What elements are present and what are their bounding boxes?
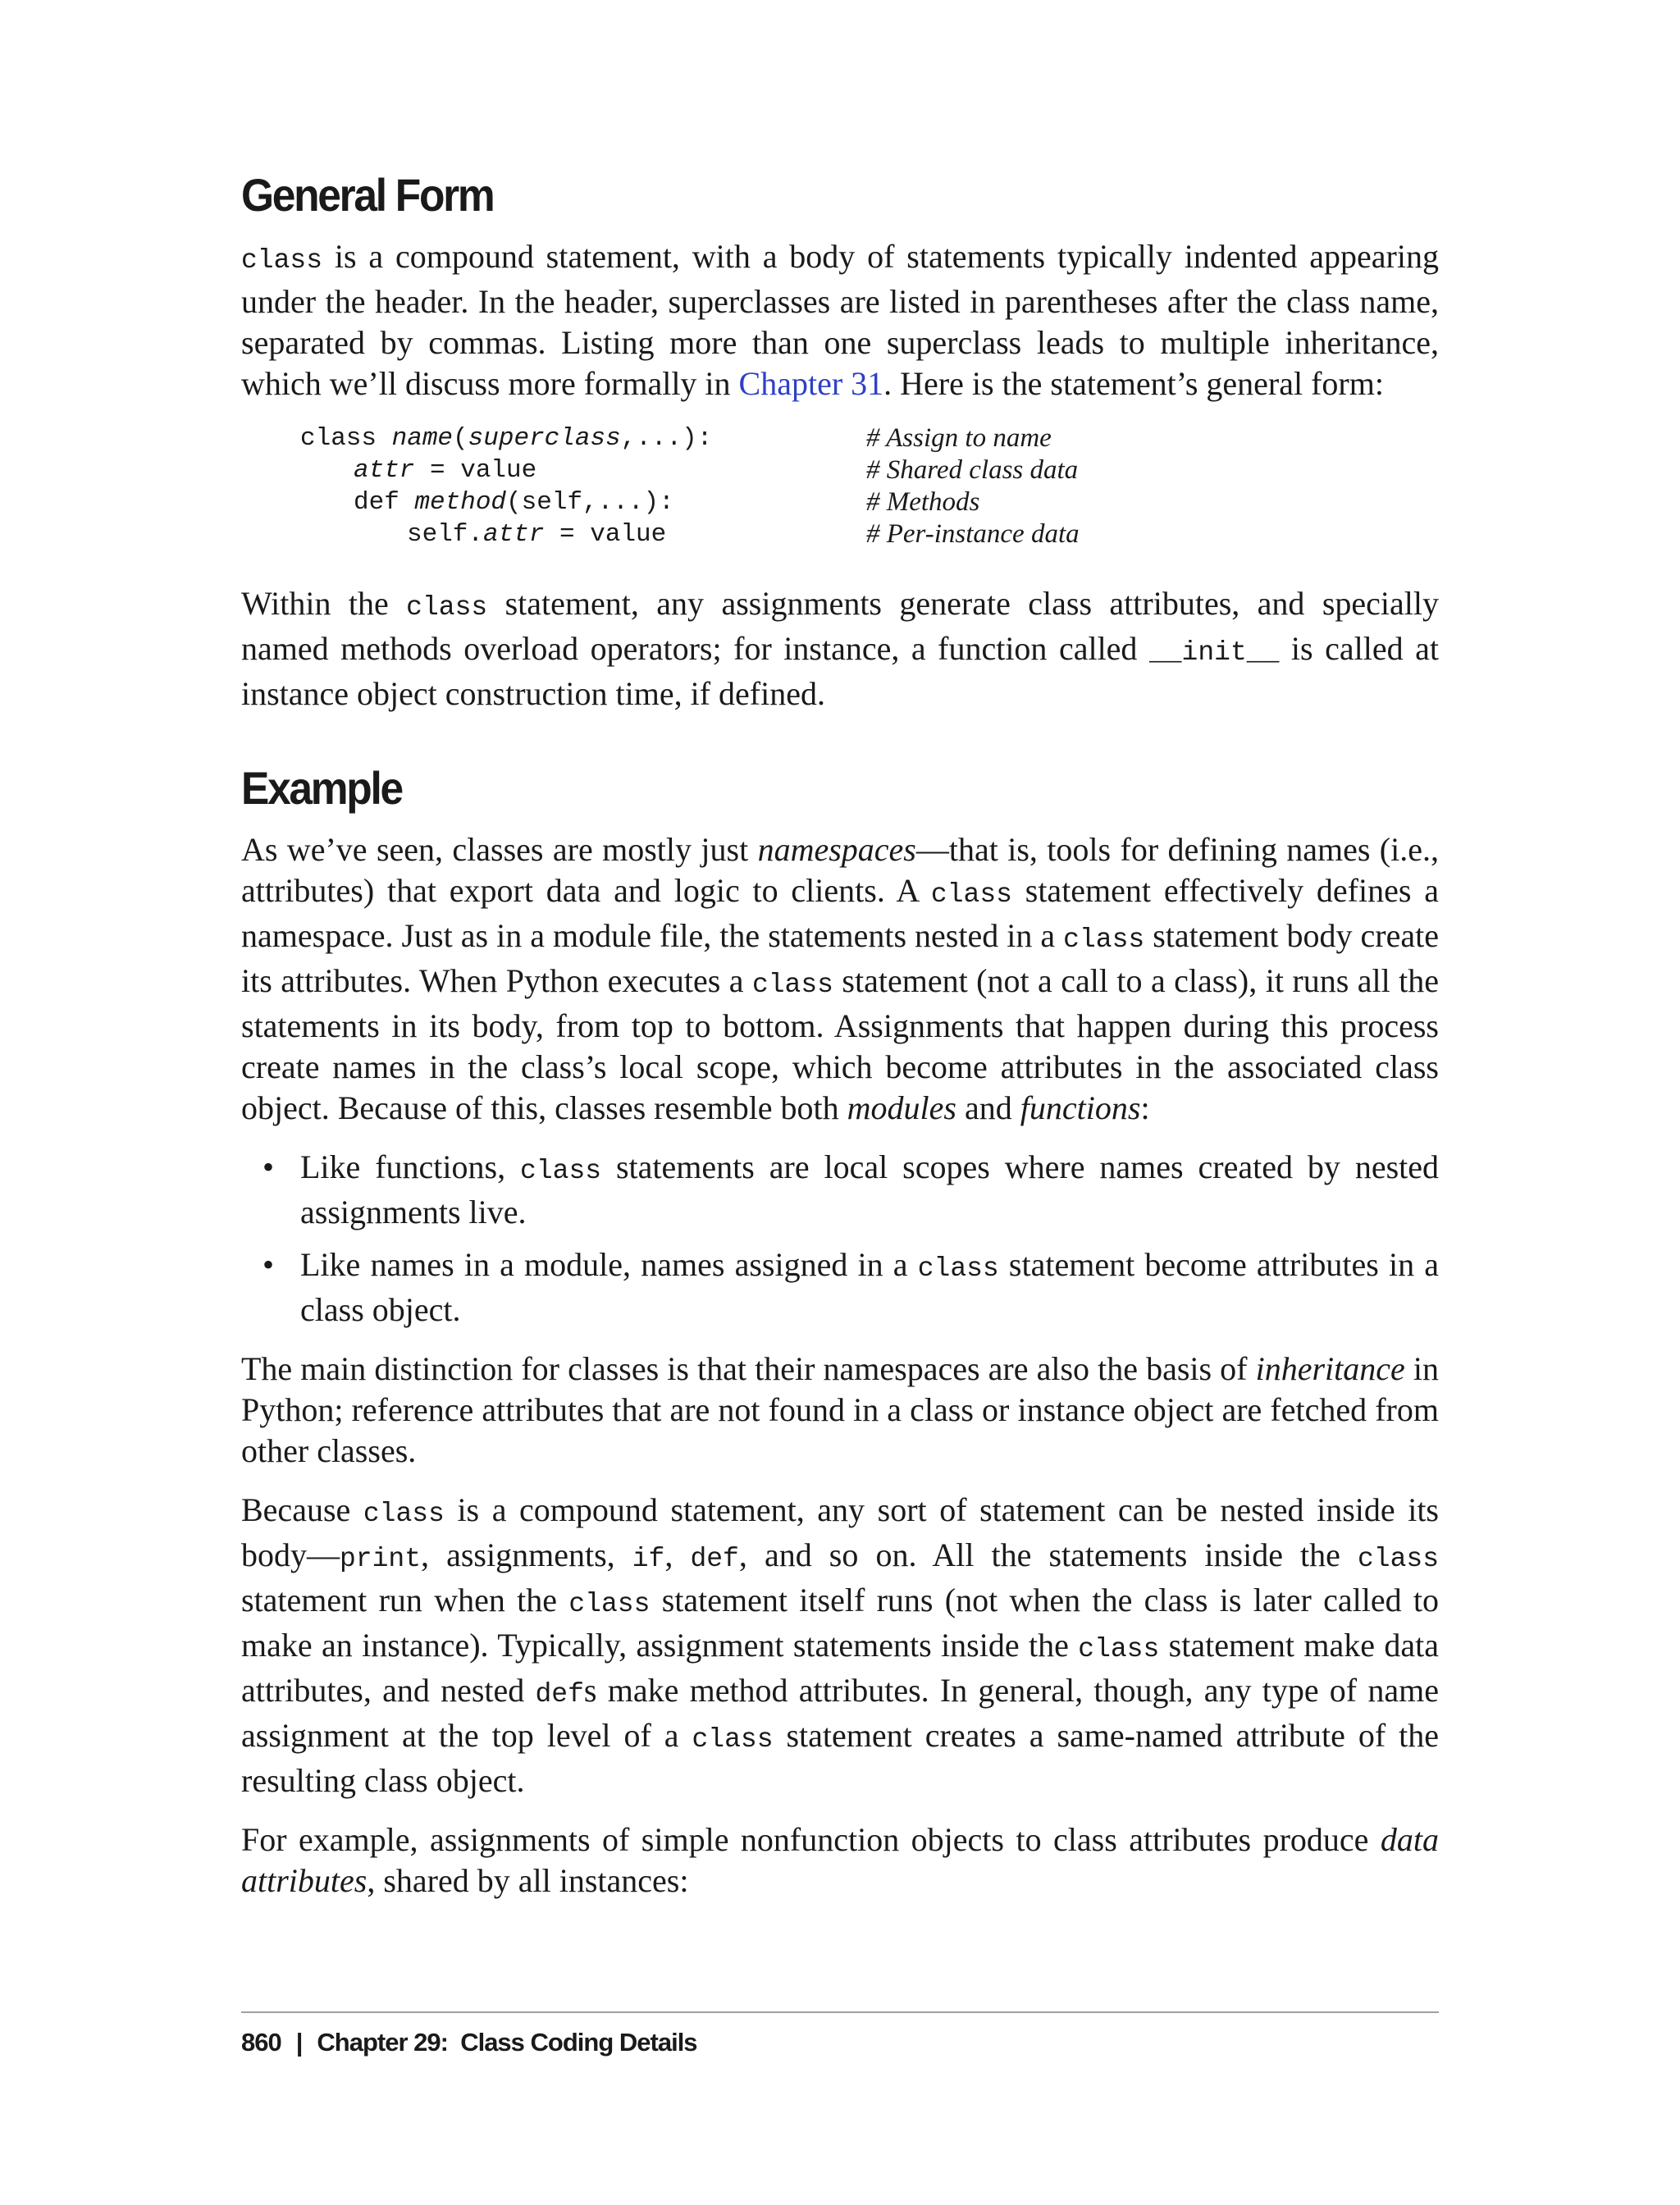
namespaces-paragraph: As we’ve seen, classes are mostly just namespaces—that is, tools for defining names (i.e., attributes) that export data and logic to clients. A class statement effectively defines a namespace. Just as in a module file, the statements nested in a class statement body create its attributes. When Python executes a class statement (not a call to a class), it runs all the statements in its body, from top to bottom. Assignments that happen during this process create names in the class’s local scope, which become attributes in the associated class object. Because of this, classes resemble both modules and functions: [241,831,1440,1126]
list-item: • Like functions, class statements are local scopes where names created by nested assignments live. [262,1148,1440,1230]
section-heading-general-form: General Form [241,169,494,221]
code-comment: # Per-instance data [866,519,1080,549]
code-comment: # Shared class data [866,455,1079,485]
code-comment: # Assign to name [866,423,1052,453]
code-comment: # Methods [866,487,980,517]
code-line: self.attr = value # Per-instance data [407,519,1080,549]
code-line: def method(self,...): # Methods [354,487,980,517]
general-form-paragraph: class is a compound statement, with a body of statements typically indented appearing under the header. In the header, superclasses are listed in parentheses after the class name, separated by commas. Listing more than one superclass leads to multiple inheritance, which we’ll discuss more formally in Chapter 31. Here is the statement’s general form: [241,238,1439,402]
bullet-icon: • [262,1148,275,1185]
inheritance-paragraph: The main distinction for classes is that their namespaces are also the basis of inheritance in Python; reference attributes that are not found in a class or instance object are fetched from other classes. [241,1350,1439,1469]
section-heading-example: Example [241,762,402,814]
page-footer [241,2011,1439,2057]
page-body [241,169,1440,1920]
chapter-title: Chapter 29: Class Coding Details [317,2028,697,2057]
data-attributes-paragraph: For example, assignments of simple nonfunction objects to class attributes produce data attributes, shared by all instances: [241,1821,1439,1899]
page-number: 860 [241,2028,281,2057]
bullet-icon: • [262,1246,275,1283]
inline-code: class [241,245,323,276]
footer-divider [241,2011,1439,2013]
list-item: • Like names in a module, names assigned in a class statement become attributes in a class object. [262,1246,1439,1328]
footer-separator: | [295,2028,303,2057]
chapter-31-link[interactable]: Chapter 31 [738,365,884,402]
code-line: attr = value # Shared class data [354,455,1079,485]
code-block-general-form [241,422,1439,550]
compound-statement-paragraph: Because class is a compound statement, any sort of statement can be nested inside its body—print, assignments, if, def, and so on. All the statements inside the class statement run when the class statement itself runs (not when the class is later called to make an instance). Typically, assignment statements inside the class statement make data attributes, and nested defs make method attributes. In general, though, any type of name assignment at the top level of a class statement creates a same-named attribute of the resulting class object. [241,1491,1440,1799]
code-line: class name(superclass,...): # Assign to name [300,423,1052,453]
class-statement-paragraph: Within the class statement, any assignments generate class attributes, and specially named methods overload operators; for instance, a function called __init__ is called at instance object construction time, if defined. [241,585,1439,712]
bullet-list [241,1147,1439,1331]
